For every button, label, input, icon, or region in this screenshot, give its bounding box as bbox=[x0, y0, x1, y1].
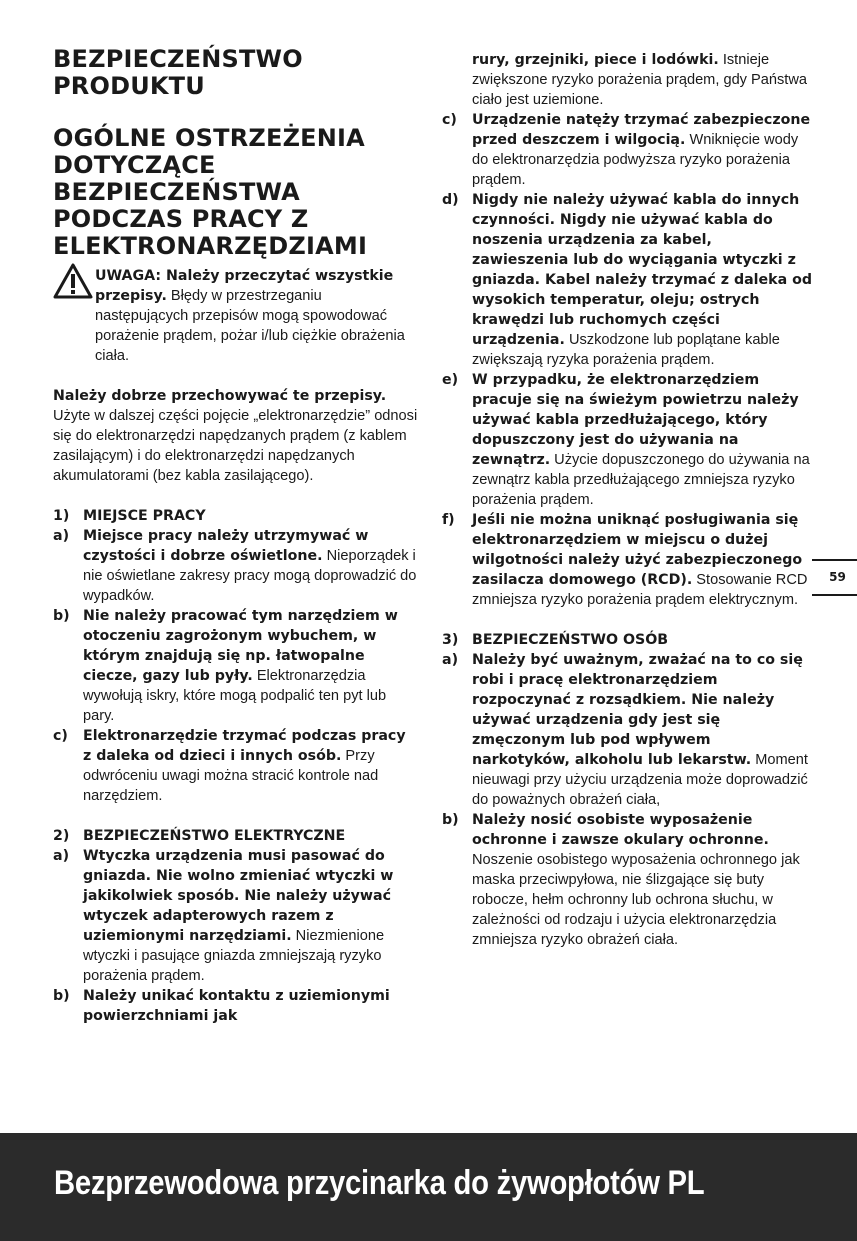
item-text bbox=[472, 510, 812, 610]
continuation-bold: rury, grzejniki, piece i lodówki. bbox=[472, 52, 719, 68]
continuation-text bbox=[442, 50, 812, 110]
warning-bold: UWAGA: Należy przeczytać wszystkie przepisy. bbox=[95, 268, 394, 304]
keep-bold: Należy dobrze przechowywać te przepisy. bbox=[53, 388, 387, 404]
item-label: c) bbox=[442, 112, 457, 128]
product-safety-heading: BEZPIECZEŃSTWO PRODUKTU bbox=[53, 45, 303, 100]
item-body: Elektronarzędzia wywołują iskry, które mogą podpalić ten pyt lub pary. bbox=[83, 668, 387, 724]
section-number: 1) bbox=[53, 508, 70, 524]
list-item bbox=[442, 190, 812, 370]
warning-body: Błędy w przestrzeganiu następujących przepisów mogą spowodować porażenie prądem, pożar i/lub ciężkie obrażenia ciała. bbox=[95, 288, 405, 364]
list-item bbox=[53, 986, 418, 1026]
item-label: a) bbox=[53, 848, 70, 864]
footer-bar bbox=[0, 1133, 857, 1241]
item-label: a) bbox=[442, 652, 459, 668]
item-label: b) bbox=[442, 812, 459, 828]
item-bold: Należy nosić osobiste wyposażenie ochronne i zawsze okulary ochronne. bbox=[472, 812, 769, 848]
item-text bbox=[83, 606, 418, 726]
item-body: Użycie dopuszczonego do używania na zewnątrz kabla przedłużającego zmniejsza ryzyko porażenia prądem. bbox=[472, 452, 810, 508]
item-bold: Elektronarzędzie trzymać podczas pracy z daleka od dzieci i innych osób. bbox=[83, 728, 406, 764]
list-item bbox=[53, 726, 418, 806]
item-bold: Nie należy pracować tym narzędziem w otoczeniu zagrożonym wybuchem, w którym znajdują się np. łatwopalne ciecze, gazy lub pyły. bbox=[83, 608, 398, 684]
item-text bbox=[472, 810, 812, 950]
general-warnings-heading: OGÓLNE OSTRZEŻENIA DOTYCZĄCE BEZPIECZEŃSTWA PODCZAS PRACY Z ELEKTRONARZĘDZIAMI bbox=[53, 124, 368, 260]
left-column bbox=[53, 46, 418, 1026]
item-text bbox=[83, 726, 418, 806]
item-label: a) bbox=[53, 528, 70, 544]
item-text bbox=[472, 110, 812, 190]
list-item bbox=[442, 110, 812, 190]
section-title: BEZPIECZEŃSTWO OSÓB bbox=[472, 632, 669, 648]
item-body: Przy odwróceniu uwagi można stracić kontrole nad narzędziem. bbox=[83, 748, 379, 804]
item-bold: Urządzenie natęży trzymać zabezpieczone przed deszczem i wilgocią. bbox=[472, 112, 811, 148]
section-electrical-heading bbox=[53, 826, 418, 846]
section-work-area-heading bbox=[53, 506, 418, 526]
item-bold: Należy unikać kontaktu z uziemionymi powierzchniami jak bbox=[83, 988, 390, 1024]
right-column bbox=[442, 50, 812, 950]
section-title: MIEJSCE PRACY bbox=[83, 508, 206, 524]
list-item bbox=[442, 510, 812, 610]
section-number: 3) bbox=[442, 632, 459, 648]
item-text bbox=[83, 846, 418, 986]
item-bold: Jeśli nie można uniknąć posługiwania się elektronarzędziem w miejscu o dużej wilgotności należy użyć zabezpieczonego zasilacza domowego (RCD). bbox=[472, 512, 803, 588]
continuation-body: Istnieje zwiększone ryzyko porażenia prądem, gdy Państwa ciało jest uziemione. bbox=[472, 52, 808, 108]
list-item bbox=[442, 810, 812, 950]
section-number: 2) bbox=[53, 828, 70, 844]
item-label: d) bbox=[442, 192, 459, 208]
page-number: 59 bbox=[829, 570, 846, 584]
list-item bbox=[53, 606, 418, 726]
page-number-rule-bottom bbox=[812, 594, 857, 596]
section-personal-safety-heading bbox=[442, 630, 812, 650]
list-item bbox=[442, 370, 812, 510]
item-label: c) bbox=[53, 728, 68, 744]
item-body: Niezmienione wtyczki i pasujące gniazda zmniejszają ryzyko porażenia prądem. bbox=[83, 928, 385, 984]
item-text bbox=[472, 650, 812, 810]
list-item bbox=[53, 846, 418, 986]
item-bold: W przypadku, że elektronarzędziem pracuje się na świeżym powietrzu należy używać kabla przedłużającego, który dopuszczony jest do używania na zewnątrz. bbox=[472, 372, 799, 468]
item-bold: Należy być uważnym, zważać na to co się robi i pracę elektronarzędziem rozpoczynać z rozsądkiem. Nie należy używać urządzenia gdy jest się zmęczonym lub pod wpływem narkotyków, alkoholu lub lekarstw. bbox=[472, 652, 803, 768]
item-body: Wniknięcie wody do elektronarzędzia podwyższa ryzyko porażenia prądem. bbox=[472, 132, 799, 188]
item-text bbox=[83, 526, 418, 606]
warning-text bbox=[53, 266, 418, 366]
warning-block bbox=[53, 266, 418, 366]
section-title: BEZPIECZEŃSTWO ELEKTRYCZNE bbox=[83, 828, 346, 844]
item-body: Noszenie osobistego wyposażenia ochronnego jak maska przeciwpyłowa, nie ślizgające się buty robocze, hełm ochronny lub ochrona słuchu, w zależności od rodzaju i użycia elektronarzędzia zmniejsza ryzyko obrażeń ciała. bbox=[472, 852, 800, 948]
list-item bbox=[53, 526, 418, 606]
item-label: e) bbox=[442, 372, 459, 388]
item-label: b) bbox=[53, 988, 70, 1004]
item-body: Nieporządek i nie oświetlane zakresy pracy mogą doprowadzić do wypadków. bbox=[83, 548, 417, 604]
item-body: Uszkodzone lub poplątane kable zwiększają ryzyka porażenia prądem. bbox=[472, 332, 780, 368]
footer-title: Bezprzewodowa przycinarka do żywopłotów PL bbox=[54, 1164, 705, 1202]
item-bold: Wtyczka urządzenia musi pasować do gniazda. Nie wolno zmieniać wtyczki w jakikolwiek sposób. Nie należy używać wtyczek adapterowych razem z uziemionymi narzędziami. bbox=[83, 848, 394, 944]
item-text bbox=[83, 986, 418, 1026]
item-text bbox=[472, 370, 812, 510]
list-item bbox=[442, 650, 812, 810]
keep-body: Użyte w dalszej części pojęcie „elektronarzędzie” odnosi się do elektronarzędzi napędzanych prądem (z kablem zasilającym) i do elektronarzędzi napędzanych akumulatorami (bez kabla zasilającego). bbox=[53, 408, 418, 484]
page-number-tab bbox=[812, 559, 857, 596]
item-body: Moment nieuwagi przy użyciu urządzenia może doprowadzić do poważnych obrażeń ciała, bbox=[472, 752, 808, 808]
item-text bbox=[472, 190, 812, 370]
item-bold: Miejsce pracy należy utrzymywać w czystości i dobrze oświetlone. bbox=[83, 528, 369, 564]
keep-instructions bbox=[53, 386, 418, 486]
warning-triangle-icon bbox=[53, 263, 93, 299]
item-bold: Nigdy nie należy używać kabla do innych czynności. Nigdy nie używać kabla do noszenia urządzenia za kabel, zawieszenia lub do wyciągania wtyczki z gniazda. Kabel należy trzymać z daleka od wysokich temperatur, oleju; ostrych krawędzi lub ruchomych części urządzenia. bbox=[472, 192, 813, 348]
item-label: f) bbox=[442, 512, 455, 528]
item-label: b) bbox=[53, 608, 70, 624]
item-body: Stosowanie RCD zmniejsza ryzyko porażenia prądem elektrycznym. bbox=[472, 572, 808, 608]
